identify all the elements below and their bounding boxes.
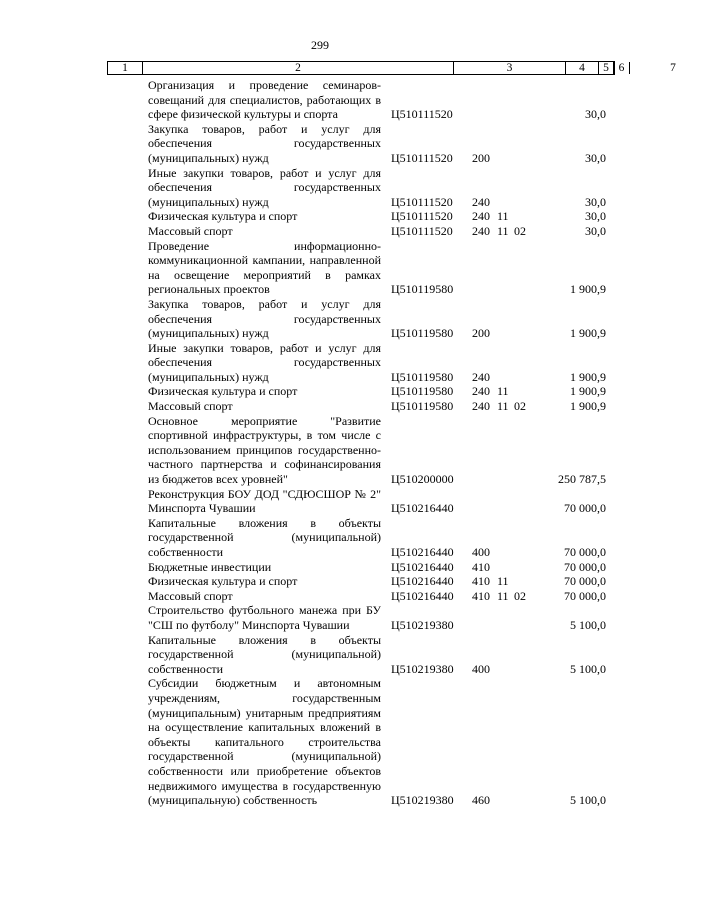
row-sum: 250 787,5	[558, 472, 606, 487]
row-expense-type: 240	[472, 223, 490, 238]
row-section: 11	[497, 574, 509, 589]
row-sum: 1 900,9	[570, 282, 606, 297]
row-code: Ц510219380	[391, 661, 454, 676]
table-row	[0, 516, 640, 560]
row-name: Организация и проведение семинаров-совещаний для специалистов, работающих в сфере физической культуры и спорта	[148, 78, 381, 122]
row-name: Массовый спорт	[148, 588, 233, 603]
row-code: Ц510219380	[391, 793, 454, 808]
row-expense-type: 400	[472, 661, 490, 676]
row-code: Ц510111520	[391, 223, 453, 238]
row-name: Массовый спорт	[148, 399, 233, 414]
row-code: Ц510119580	[391, 369, 454, 384]
row-name: Бюджетные инвестиции	[148, 559, 272, 574]
table-row	[0, 239, 640, 297]
header-col-3: 3	[454, 62, 566, 74]
table-row	[0, 603, 640, 632]
row-code: Ц510216440	[391, 574, 454, 589]
header-col-5: 5	[599, 62, 614, 74]
row-code: Ц510111520	[391, 194, 453, 209]
row-expense-type: 240	[472, 209, 490, 224]
row-code: Ц510111520	[391, 209, 453, 224]
row-expense-type: 460	[472, 793, 490, 808]
table-row	[0, 589, 640, 604]
row-section: 11	[497, 399, 509, 414]
row-code: Ц510111520	[391, 107, 453, 122]
table-row	[0, 384, 640, 399]
row-name: Закупка товаров, работ и услуг для обеспечения государственных (муниципальных) нужд	[148, 296, 381, 341]
row-expense-type: 240	[472, 399, 490, 414]
table-row	[0, 341, 640, 385]
row-expense-type: 240	[472, 384, 490, 399]
row-sum: 70 000,0	[564, 545, 606, 559]
row-section: 11	[497, 384, 509, 399]
row-code: Ц510119580	[391, 384, 454, 399]
row-code: Ц510216440	[391, 559, 454, 574]
table-row	[0, 399, 640, 414]
row-expense-type: 410	[472, 559, 490, 574]
row-sum: 70 000,0	[564, 574, 606, 589]
page-number: 299	[311, 38, 329, 52]
row-sum: 5 100,0	[570, 793, 606, 808]
row-expense-type: 240	[472, 369, 490, 384]
header-col-1: 1	[108, 62, 143, 74]
row-name: Строительство футбольного манежа при БУ "СШ по футболу" Минспорта Чувашии	[148, 603, 381, 632]
header-col-2: 2	[143, 62, 454, 74]
row-sum: 1 900,9	[570, 326, 606, 341]
row-name: Физическая культура и спорт	[148, 574, 298, 589]
header-col-7: 7	[670, 62, 676, 74]
row-subsection: 02	[514, 223, 526, 238]
row-expense-type: 200	[472, 150, 490, 165]
table-row	[0, 414, 640, 487]
table-row	[0, 209, 640, 224]
row-name: Капитальные вложения в объекты государственной (муниципальной) собственности	[148, 515, 381, 559]
row-subsection: 02	[514, 588, 526, 603]
row-sum: 30,0	[585, 107, 606, 122]
table-header	[107, 61, 676, 75]
row-name: Иные закупки товаров, работ и услуг для обеспечения государственных (муниципальных) нужд	[148, 340, 381, 384]
header-col-6: 6	[614, 62, 630, 74]
row-sum: 5 100,0	[570, 661, 606, 676]
row-name: Закупка товаров, работ и услуг для обеспечения государственных (муниципальных) нужд	[148, 121, 381, 165]
row-expense-type: 410	[472, 588, 490, 603]
row-sum: 30,0	[585, 194, 606, 209]
row-sum: 1 900,9	[570, 384, 606, 399]
row-code: Ц510216440	[391, 588, 454, 603]
table-row	[0, 122, 640, 166]
row-subsection: 02	[514, 399, 526, 414]
row-expense-type: 200	[472, 326, 490, 341]
row-code: Ц510119580	[391, 282, 454, 297]
row-code: Ц510119580	[391, 326, 454, 341]
table-row	[0, 560, 640, 575]
row-sum: 30,0	[585, 209, 606, 224]
row-expense-type: 240	[472, 194, 490, 209]
row-sum: 30,0	[585, 223, 606, 238]
row-code: Ц510219380	[391, 617, 454, 632]
table-row	[0, 224, 640, 239]
row-sum: 5 100,0	[570, 617, 606, 632]
row-section: 11	[497, 209, 509, 224]
table-row	[0, 297, 640, 341]
table-row	[0, 676, 640, 807]
table-row	[0, 574, 640, 589]
table-row	[0, 633, 640, 677]
table-row	[0, 487, 640, 516]
row-name: Иные закупки товаров, работ и услуг для обеспечения государственных (муниципальных) нужд	[148, 165, 381, 209]
row-code: Ц510111520	[391, 150, 453, 165]
row-sum: 1 900,9	[570, 399, 606, 414]
row-sum: 70 000,0	[564, 559, 606, 574]
row-name: Субсидии бюджетным и автономным учреждениям, государственным (муниципальным) унитарным предприятиям на осуществление капитальных вложений в объекты капитального строительства государственной (муниципальной) собственности или приобретение объектов недвижимого имущества в государственную (муниципальную) собственность	[148, 676, 381, 808]
row-sum: 1 900,9	[570, 369, 606, 384]
table-row	[0, 78, 640, 122]
row-code: Ц510216440	[391, 501, 454, 516]
row-name: Основное мероприятие "Развитие спортивной инфраструктуры, в том числе с использованием принципов государственно-частного партнерства и софинансирования из бюджетов всех уровней"	[148, 413, 381, 487]
row-name: Проведение информационно-коммуникационной кампании, направленной на освещение мероприятий в рамках региональных проектов	[148, 238, 381, 297]
row-expense-type: 410	[472, 574, 490, 589]
row-section: 11	[497, 588, 509, 603]
row-name: Реконструкция БОУ ДОД "СДЮСШОР № 2" Минспорта Чувашии	[148, 486, 381, 516]
header-col-4: 4	[566, 62, 599, 74]
row-name: Капитальные вложения в объекты государственной (муниципальной) собственности	[148, 632, 381, 676]
row-name: Физическая культура и спорт	[148, 384, 298, 399]
table-body	[0, 78, 640, 808]
row-name: Массовый спорт	[148, 223, 233, 238]
row-sum: 30,0	[585, 150, 606, 165]
row-code: Ц510200000	[391, 472, 454, 487]
row-sum: 70 000,0	[564, 588, 606, 603]
row-sum: 70 000,0	[564, 501, 606, 516]
row-expense-type: 400	[472, 545, 490, 559]
row-section: 11	[497, 223, 509, 238]
table-row	[0, 166, 640, 210]
row-code: Ц510119580	[391, 399, 454, 414]
row-name: Физическая культура и спорт	[148, 209, 298, 224]
row-code: Ц510216440	[391, 545, 454, 559]
